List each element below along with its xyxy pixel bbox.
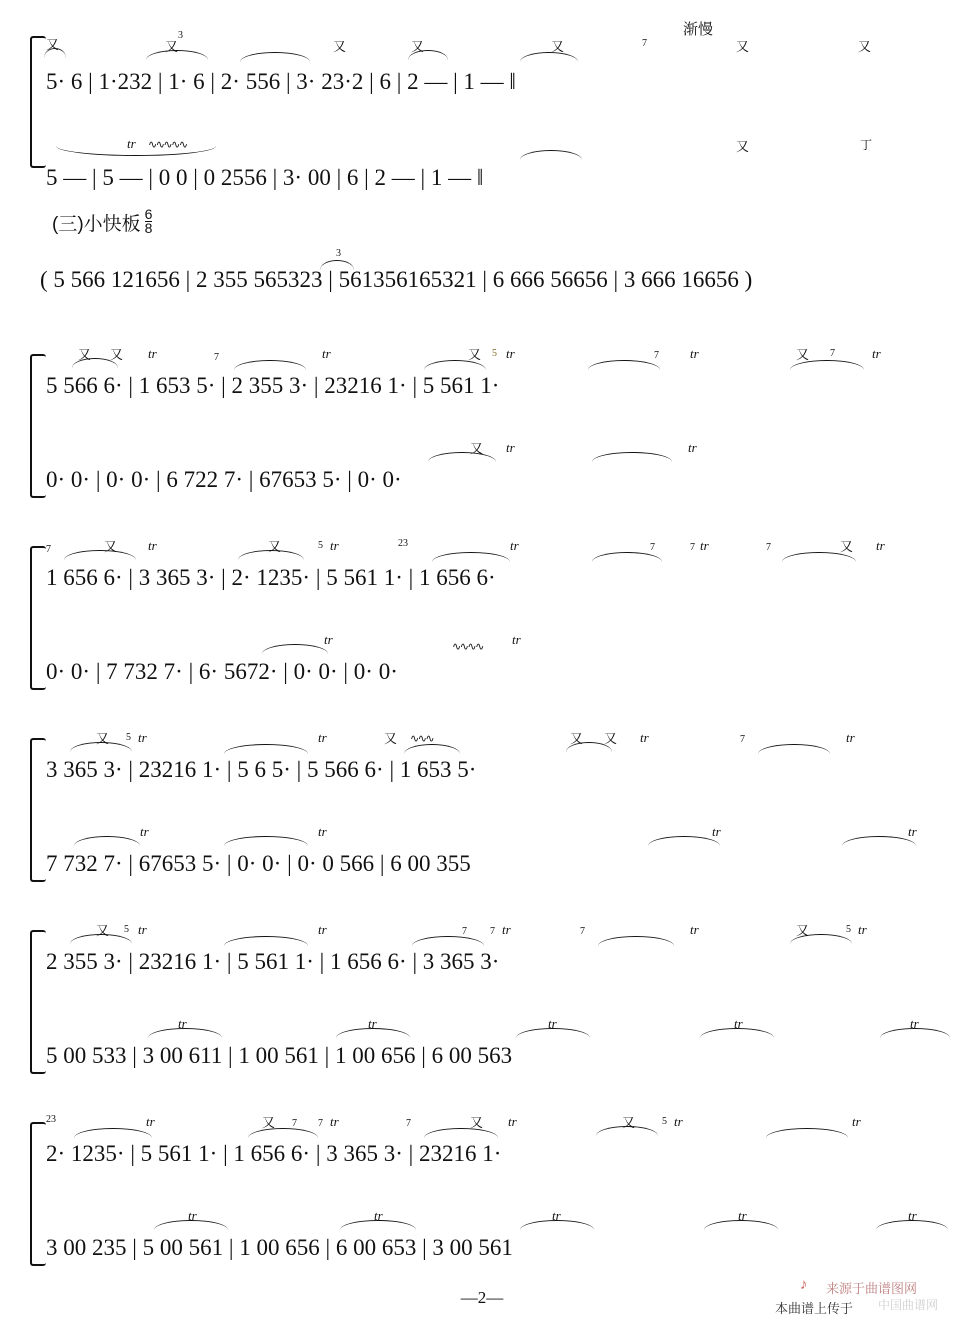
slur: [56, 146, 216, 156]
slur: [520, 150, 582, 160]
ornament-tr: tr: [506, 346, 515, 361]
slur: [64, 550, 136, 560]
slur: [520, 52, 578, 62]
slur: [588, 360, 660, 370]
slur: [224, 936, 308, 946]
slur: [224, 744, 308, 754]
slur: [592, 552, 662, 562]
ornament-tr: tr: [140, 824, 149, 839]
ornament-number: 7: [214, 352, 219, 363]
ornament-tr: tr: [330, 1114, 339, 1129]
system-brace: [30, 930, 46, 1074]
system-3: [0, 340, 964, 500]
staff-line-lower: [46, 1042, 944, 1070]
slur: [70, 742, 132, 752]
slur: [404, 744, 460, 754]
ornament-tr: tr: [318, 922, 327, 937]
section-heading-text: (三)小快板: [52, 214, 141, 235]
ornament-number: 7: [490, 926, 495, 937]
notes: 3 00 235 | 5 00 561 | 1 00 656 | 6 00 653 | 3 00 561: [46, 1235, 513, 1260]
ornament-wavy: ∿∿∿∿∿: [148, 139, 187, 151]
ornament-number: 5: [662, 1116, 667, 1127]
ornament-tr: tr: [510, 538, 519, 553]
ornament-you: 又: [470, 1115, 484, 1130]
ornament-tr: tr: [138, 730, 147, 745]
notes: 1 656 6· | 3 365 3· | 2· 1235· | 5 561 1· | 1 656 6·: [46, 565, 496, 590]
ornament-number: 5: [124, 924, 129, 935]
system-brace: [30, 354, 46, 498]
ornament-number: 7: [650, 542, 655, 553]
section-heading: [52, 208, 152, 236]
ornament-tr: tr: [674, 1114, 683, 1129]
notes: 5 566 6· | 1 653 5· | 2 355 3· | 23216 1· | 5 561 1·: [46, 373, 500, 398]
tempo-marking: 渐慢: [683, 21, 714, 38]
footnote: 本曲谱上传于: [775, 1301, 854, 1316]
slur: [520, 1220, 594, 1230]
slur: [74, 836, 140, 846]
slur: [766, 1128, 848, 1138]
ornament-tr: tr: [910, 1016, 919, 1031]
ornament-you: 又: [604, 731, 618, 746]
notes: 5 00 533 | 3 00 611 | 1 00 561 | 1 00 656 | 6 00 563: [46, 1043, 513, 1068]
staff-line-upper: [46, 372, 944, 400]
staff-line-lower: [46, 466, 944, 494]
time-signature-numerator: 6: [144, 206, 153, 222]
ornament-tr: tr: [908, 824, 917, 839]
ornament-number: 5: [492, 348, 497, 359]
slur: [74, 1128, 152, 1138]
slur: [408, 50, 448, 60]
notes: 5 — | 5 — | 0 0 | 0 2556 | 3· 00 | 6 | 2 — | 1 — ‖: [46, 165, 484, 190]
ornament-number: 7: [462, 926, 467, 937]
ornament-you: 又: [333, 39, 347, 54]
slur: [704, 1220, 778, 1230]
ornament-tr: tr: [148, 346, 157, 361]
ornament-wavy: ∿∿∿: [410, 733, 434, 745]
ornament-you: 又: [268, 539, 282, 554]
ornament-tr: tr: [738, 1208, 747, 1223]
ornament-you: 又: [165, 39, 179, 54]
staff-line-lower: [46, 164, 944, 192]
ornament-tr: tr: [846, 730, 855, 745]
ornament-number: 3: [336, 248, 341, 259]
slur: [424, 1128, 498, 1138]
ornament-number: 5: [318, 540, 323, 551]
ornament-tr: tr: [368, 1016, 377, 1031]
ornament-number: 7: [406, 1118, 411, 1129]
slur: [432, 552, 510, 562]
ornament-you: 又: [96, 731, 110, 746]
slur: [336, 1028, 410, 1038]
slur: [758, 744, 830, 754]
notes: 3 365 3· | 23216 1· | 5 6 5· | 5 566 6· | 1 653 5·: [46, 757, 477, 782]
ornament-you: 又: [796, 347, 810, 362]
ornament-you: 又: [796, 923, 810, 938]
ornament-tr: tr: [700, 538, 709, 553]
ornament-tr: tr: [734, 1016, 743, 1031]
ornament-tr: tr: [858, 922, 867, 937]
time-signature-denominator: 8: [144, 220, 153, 236]
staff-line-lower: [46, 658, 944, 686]
slur: [598, 936, 674, 946]
system-2: [0, 248, 964, 298]
ornament-you: 又: [78, 347, 92, 362]
ornament-number: 7: [46, 544, 51, 555]
ornament-you: 又: [46, 37, 60, 52]
ornament-you: 又: [468, 347, 482, 362]
page-number: —2—: [460, 1288, 504, 1307]
slur: [880, 1028, 950, 1038]
ornament-tr: tr: [178, 1016, 187, 1031]
ornament-you: 又: [104, 539, 118, 554]
ornament-number: 7: [642, 38, 647, 49]
slur: [238, 550, 304, 560]
slur: [44, 48, 66, 58]
notes: ( 5 566 121656 | 2 355 565323 | 561356165321 | 6 666 56656 | 3 666 16656 ): [40, 267, 753, 292]
slur: [154, 1220, 228, 1230]
ornament-tr: tr: [872, 346, 881, 361]
notes: 5· 6 | 1·232 | 1· 6 | 2· 556 | 3· 23·2 | 6 | 2 — | 1 — ‖: [46, 69, 516, 94]
ornament-tr: tr: [690, 346, 699, 361]
ornament-you: 又: [470, 441, 484, 456]
ornament-tr: tr: [552, 1208, 561, 1223]
ornament-you: 又: [96, 923, 110, 938]
slur: [842, 836, 916, 846]
ornament-you: 又: [840, 539, 854, 554]
notes: 2 355 3· | 23216 1· | 5 561 1· | 1 656 6· | 3 365 3·: [46, 949, 500, 974]
notes: 0· 0· | 0· 0· | 6 722 7· | 67653 5· | 0· 0·: [46, 467, 402, 492]
ornament-you: 又: [551, 39, 565, 54]
slur: [262, 644, 328, 654]
ornament-tr: tr: [688, 440, 697, 455]
ornament-you: 又: [736, 139, 750, 154]
ornament-number: 7: [740, 734, 745, 745]
ornament-wavy: ∿∿∿∿: [452, 641, 483, 653]
slur: [234, 360, 306, 370]
slur: [596, 1126, 658, 1136]
slur: [700, 1028, 774, 1038]
ornament-tr: tr: [374, 1208, 383, 1223]
ornament-number: 23: [46, 1114, 56, 1125]
slur: [146, 50, 208, 60]
ornament-tr: tr: [548, 1016, 557, 1031]
ornament-tr: tr: [908, 1208, 917, 1223]
ornament-tr: tr: [512, 632, 521, 647]
slur: [240, 52, 310, 62]
ornament-tr: tr: [640, 730, 649, 745]
ornament-tr: tr: [322, 346, 331, 361]
system-brace: [30, 1122, 46, 1266]
ornament-you: 又: [858, 39, 872, 54]
ornament-you: 又: [736, 39, 750, 54]
slur: [592, 452, 672, 462]
ornament-you: 又: [411, 39, 425, 54]
watermark-site: 中国曲谱网: [878, 1298, 939, 1312]
staff-line-upper: [46, 1140, 944, 1168]
ornament-tr: tr: [712, 824, 721, 839]
slur: [224, 836, 308, 846]
slur: [648, 836, 720, 846]
staff-line-upper: [46, 948, 944, 976]
slur: [148, 1028, 222, 1038]
time-signature: [145, 208, 153, 235]
ornament-tr: tr: [330, 538, 339, 553]
system-6: [0, 916, 964, 1076]
staff-line-upper: [46, 564, 944, 592]
staff-line-upper: [46, 756, 944, 784]
staff-line-upper: [46, 68, 944, 96]
ornament-tr: tr: [324, 632, 333, 647]
slur: [516, 1028, 590, 1038]
ornament-number: 23: [398, 538, 408, 549]
staff-line-lower: [46, 1234, 944, 1262]
ornament-you: 又: [384, 731, 398, 746]
slur: [248, 1128, 318, 1138]
ornament-tr: tr: [690, 922, 699, 937]
slur: [340, 1220, 416, 1230]
watermark-source: 来源于曲谱图网: [826, 1281, 918, 1296]
notes: 0· 0· | 7 732 7· | 6· 5672· | 0· 0· | 0· 0·: [46, 659, 398, 684]
ornament-tr: tr: [852, 1114, 861, 1129]
notes: 7 732 7· | 67653 5· | 0· 0· | 0· 0 566 | 6 00 355: [46, 851, 471, 876]
ornament-tr: tr: [148, 538, 157, 553]
ornament-number: 7: [292, 1118, 297, 1129]
system-7: [0, 1108, 964, 1268]
slur: [70, 934, 132, 944]
ornament-tr: tr: [318, 824, 327, 839]
system-brace: [30, 738, 46, 882]
ornament-number: 5: [126, 732, 131, 743]
ornament-number: 7: [766, 542, 771, 553]
system-4: [0, 532, 964, 692]
ornament-number: 7: [830, 348, 835, 359]
ornament-tr: tr: [506, 440, 515, 455]
ornament-tr: tr: [188, 1208, 197, 1223]
ornament-tr: tr: [138, 922, 147, 937]
slur: [428, 452, 496, 462]
ornament-number: 7: [318, 1118, 323, 1129]
ornament-you: 又: [110, 347, 124, 362]
system-brace: [30, 546, 46, 690]
staff-line-single: [40, 266, 944, 294]
system-5: [0, 724, 964, 884]
notes: 2· 1235· | 5 561 1· | 1 656 6· | 3 365 3· | 23216 1·: [46, 1141, 502, 1166]
ornament-ding: 丁: [860, 138, 873, 152]
slur: [876, 1220, 948, 1230]
watermark-logo-icon: ♪: [800, 1276, 808, 1293]
ornament-tr: tr: [876, 538, 885, 553]
ornament-tr: tr: [508, 1114, 517, 1129]
staff-line-lower: [46, 850, 944, 878]
ornament-number: 7: [580, 926, 585, 937]
ornament-tr: tr: [318, 730, 327, 745]
ornament-number: 5: [846, 924, 851, 935]
system-1: [0, 28, 964, 190]
ornament-you: 又: [570, 731, 584, 746]
ornament-number: 7: [654, 350, 659, 361]
ornament-you: 又: [262, 1115, 276, 1130]
slur: [412, 936, 484, 946]
ornament-tr: tr: [127, 136, 136, 151]
ornament-tr: tr: [146, 1114, 155, 1129]
ornament-number: 3: [178, 30, 183, 41]
ornament-you: 又: [622, 1115, 636, 1130]
ornament-number: 7: [690, 542, 695, 553]
ornament-tr: tr: [502, 922, 511, 937]
